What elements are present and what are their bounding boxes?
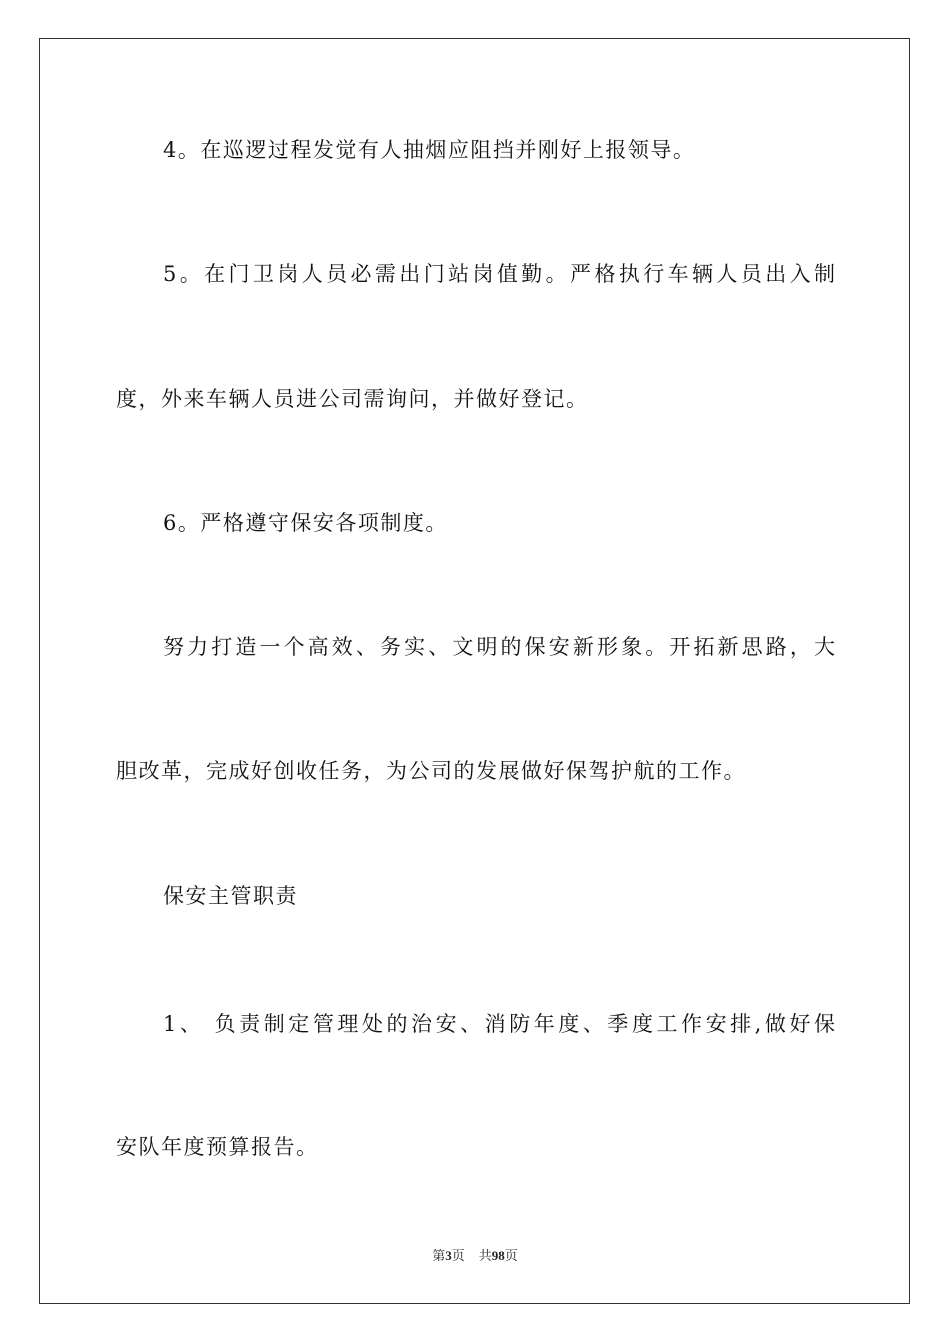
footer-page-number: 3 xyxy=(445,1248,452,1263)
paragraph-goal-line-1: 努力打造一个高效、务实、文明的保安新形象。开拓新思路，大 xyxy=(163,635,835,659)
section-heading: 保安主管职责 xyxy=(163,884,298,908)
duty-item-1-line-2: 安队年度预算报告。 xyxy=(116,1135,319,1159)
footer-page-suffix: 页 xyxy=(451,1248,465,1263)
footer-total-prefix: 共 xyxy=(478,1248,492,1263)
page-frame xyxy=(39,38,910,1304)
paragraph-item-6: 6。严格遵守保安各项制度。 xyxy=(163,511,448,535)
duty-item-1-line-1: 1、 负责制定管理处的治安、消防年度、季度工作安排,做好保 xyxy=(163,1012,835,1036)
paragraph-goal-line-2: 胆改革，完成好创收任务，为公司的发展做好保驾护航的工作。 xyxy=(116,759,746,783)
footer-total-pages: 98 xyxy=(491,1248,505,1263)
footer-total-suffix: 页 xyxy=(504,1248,518,1263)
footer-page-prefix: 第 xyxy=(432,1248,446,1263)
paragraph-item-5-line-1: 5。在门卫岗人员必需出门站岗值勤。严格执行车辆人员出入制 xyxy=(163,262,835,286)
paragraph-item-4: 4。在巡逻过程发觉有人抽烟应阻挡并刚好上报领导。 xyxy=(163,138,696,162)
page-footer xyxy=(0,1247,950,1265)
paragraph-item-5-line-2: 度，外来车辆人员进公司需询问，并做好登记。 xyxy=(116,387,589,411)
